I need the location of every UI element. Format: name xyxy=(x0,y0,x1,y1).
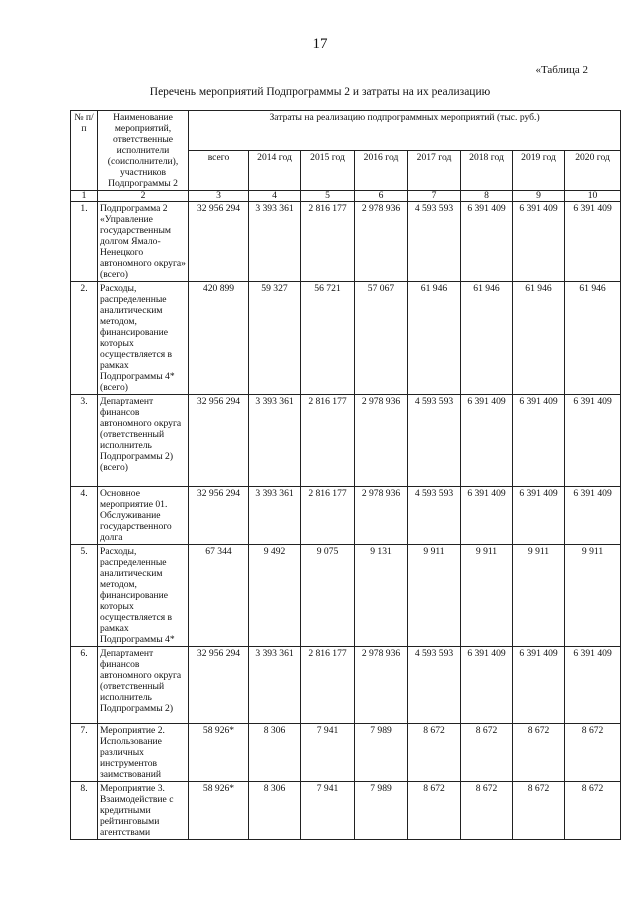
table-row xyxy=(71,724,621,782)
table-row xyxy=(71,487,621,545)
costs-table xyxy=(70,110,621,840)
column-number: 4 xyxy=(249,191,301,202)
header-costs-group: Затраты на реализацию подпрограммных мероприятий (тыс. руб.) xyxy=(189,111,621,151)
row-number: 1. xyxy=(71,202,98,282)
row-value: 8 672 xyxy=(461,724,513,782)
row-value: 59 327 xyxy=(249,282,301,395)
row-value: 9 131 xyxy=(355,545,408,647)
row-value: 3 393 361 xyxy=(249,487,301,545)
row-value: 8 672 xyxy=(461,782,513,840)
row-value: 61 946 xyxy=(408,282,461,395)
row-value: 61 946 xyxy=(565,282,621,395)
header-year: всего xyxy=(189,151,249,191)
row-value: 6 391 409 xyxy=(565,202,621,282)
row-value: 32 956 294 xyxy=(189,202,249,282)
row-value: 9 075 xyxy=(301,545,355,647)
row-value: 6 391 409 xyxy=(513,395,565,487)
row-value: 56 721 xyxy=(301,282,355,395)
row-value: 6 391 409 xyxy=(565,647,621,724)
row-value: 6 391 409 xyxy=(513,647,565,724)
row-value: 61 946 xyxy=(461,282,513,395)
row-value: 8 672 xyxy=(408,782,461,840)
row-value: 8 306 xyxy=(249,724,301,782)
row-value: 57 067 xyxy=(355,282,408,395)
row-value: 7 989 xyxy=(355,782,408,840)
row-value: 2 978 936 xyxy=(355,395,408,487)
table-row xyxy=(71,395,621,487)
page-number: 17 xyxy=(312,36,328,52)
row-value: 2 978 936 xyxy=(355,202,408,282)
row-value: 32 956 294 xyxy=(189,395,249,487)
row-value: 8 306 xyxy=(249,782,301,840)
header-year: 2016 год xyxy=(355,151,408,191)
row-name: Департамент финансов автономного округа (ответственный исполнитель Подпрограммы 2) xyxy=(98,647,189,724)
table-body xyxy=(71,202,621,840)
row-value: 6 391 409 xyxy=(461,487,513,545)
column-number: 8 xyxy=(461,191,513,202)
row-name: Департамент финансов автономного округа (ответственный исполнитель Подпрограммы 2) (всего) xyxy=(98,395,189,487)
row-value: 9 911 xyxy=(461,545,513,647)
column-number: 5 xyxy=(301,191,355,202)
row-value: 7 941 xyxy=(301,782,355,840)
header-year: 2017 год xyxy=(408,151,461,191)
row-value: 61 946 xyxy=(513,282,565,395)
table-row xyxy=(71,782,621,840)
table-row xyxy=(71,282,621,395)
row-value: 6 391 409 xyxy=(513,487,565,545)
row-value: 32 956 294 xyxy=(189,487,249,545)
row-name: Расходы, распределенные аналитическим методом, финансирование которых осуществляется в рамках Подпрограммы 4* xyxy=(98,545,189,647)
row-name: Мероприятие 3. Взаимодействие с кредитными рейтинговыми агентствами xyxy=(98,782,189,840)
row-value: 8 672 xyxy=(513,724,565,782)
row-value: 4 593 593 xyxy=(408,202,461,282)
row-value: 9 911 xyxy=(408,545,461,647)
header-num: № п/п xyxy=(71,111,98,191)
row-value: 3 393 361 xyxy=(249,647,301,724)
row-value: 32 956 294 xyxy=(189,647,249,724)
row-value: 2 978 936 xyxy=(355,647,408,724)
column-number: 6 xyxy=(355,191,408,202)
row-value: 4 593 593 xyxy=(408,395,461,487)
row-value: 9 911 xyxy=(565,545,621,647)
row-value: 8 672 xyxy=(565,724,621,782)
table-row xyxy=(71,545,621,647)
column-number: 10 xyxy=(565,191,621,202)
row-value: 4 593 593 xyxy=(408,647,461,724)
row-name: Мероприятие 2. Использование различных инструментов заимствований xyxy=(98,724,189,782)
row-value: 7 941 xyxy=(301,724,355,782)
row-value: 2 978 936 xyxy=(355,487,408,545)
row-number: 3. xyxy=(71,395,98,487)
row-value: 8 672 xyxy=(513,782,565,840)
row-value: 6 391 409 xyxy=(461,647,513,724)
row-value: 58 926* xyxy=(189,782,249,840)
row-value: 3 393 361 xyxy=(249,202,301,282)
column-number: 7 xyxy=(408,191,461,202)
row-value: 6 391 409 xyxy=(461,395,513,487)
row-number: 5. xyxy=(71,545,98,647)
column-number: 1 xyxy=(71,191,98,202)
row-value: 9 492 xyxy=(249,545,301,647)
row-value: 8 672 xyxy=(565,782,621,840)
row-number: 6. xyxy=(71,647,98,724)
row-number: 7. xyxy=(71,724,98,782)
row-value: 2 816 177 xyxy=(301,395,355,487)
header-row-top xyxy=(71,111,621,151)
row-value: 420 899 xyxy=(189,282,249,395)
column-number: 9 xyxy=(513,191,565,202)
row-value: 6 391 409 xyxy=(461,202,513,282)
row-value: 2 816 177 xyxy=(301,647,355,724)
column-number: 2 xyxy=(98,191,189,202)
header-year: 2015 год xyxy=(301,151,355,191)
header-year: 2018 год xyxy=(461,151,513,191)
table-row xyxy=(71,647,621,724)
document-title: Перечень мероприятий Подпрограммы 2 и затраты на их реализацию xyxy=(149,86,491,98)
row-value: 8 672 xyxy=(408,724,461,782)
header-year: 2019 год xyxy=(513,151,565,191)
row-value: 7 989 xyxy=(355,724,408,782)
row-value: 9 911 xyxy=(513,545,565,647)
row-number: 8. xyxy=(71,782,98,840)
row-value: 6 391 409 xyxy=(565,487,621,545)
row-value: 58 926* xyxy=(189,724,249,782)
header-name: Наименование мероприятий, ответственные исполнители (соисполнители), участников Подпрограммы 2 xyxy=(98,111,189,191)
row-name: Основное мероприятие 01. Обслуживание государственного долга xyxy=(98,487,189,545)
header-year: 2014 год xyxy=(249,151,301,191)
row-value: 4 593 593 xyxy=(408,487,461,545)
table-reference: «Таблица 2 xyxy=(535,64,588,76)
row-number: 2. xyxy=(71,282,98,395)
row-value: 67 344 xyxy=(189,545,249,647)
row-name: Расходы, распределенные аналитическим методом, финансирование которых осуществляется в рамках Подпрограммы 4* (всего) xyxy=(98,282,189,395)
row-value: 6 391 409 xyxy=(513,202,565,282)
column-number: 3 xyxy=(189,191,249,202)
row-number: 4. xyxy=(71,487,98,545)
row-value: 3 393 361 xyxy=(249,395,301,487)
row-value: 2 816 177 xyxy=(301,202,355,282)
header-year: 2020 год xyxy=(565,151,621,191)
row-name: Подпрограмма 2 «Управление государственным долгом Ямало-Ненецкого автономного округа» (всего) xyxy=(98,202,189,282)
column-number-row xyxy=(71,191,621,202)
table-row xyxy=(71,202,621,282)
row-value: 2 816 177 xyxy=(301,487,355,545)
row-value: 6 391 409 xyxy=(565,395,621,487)
